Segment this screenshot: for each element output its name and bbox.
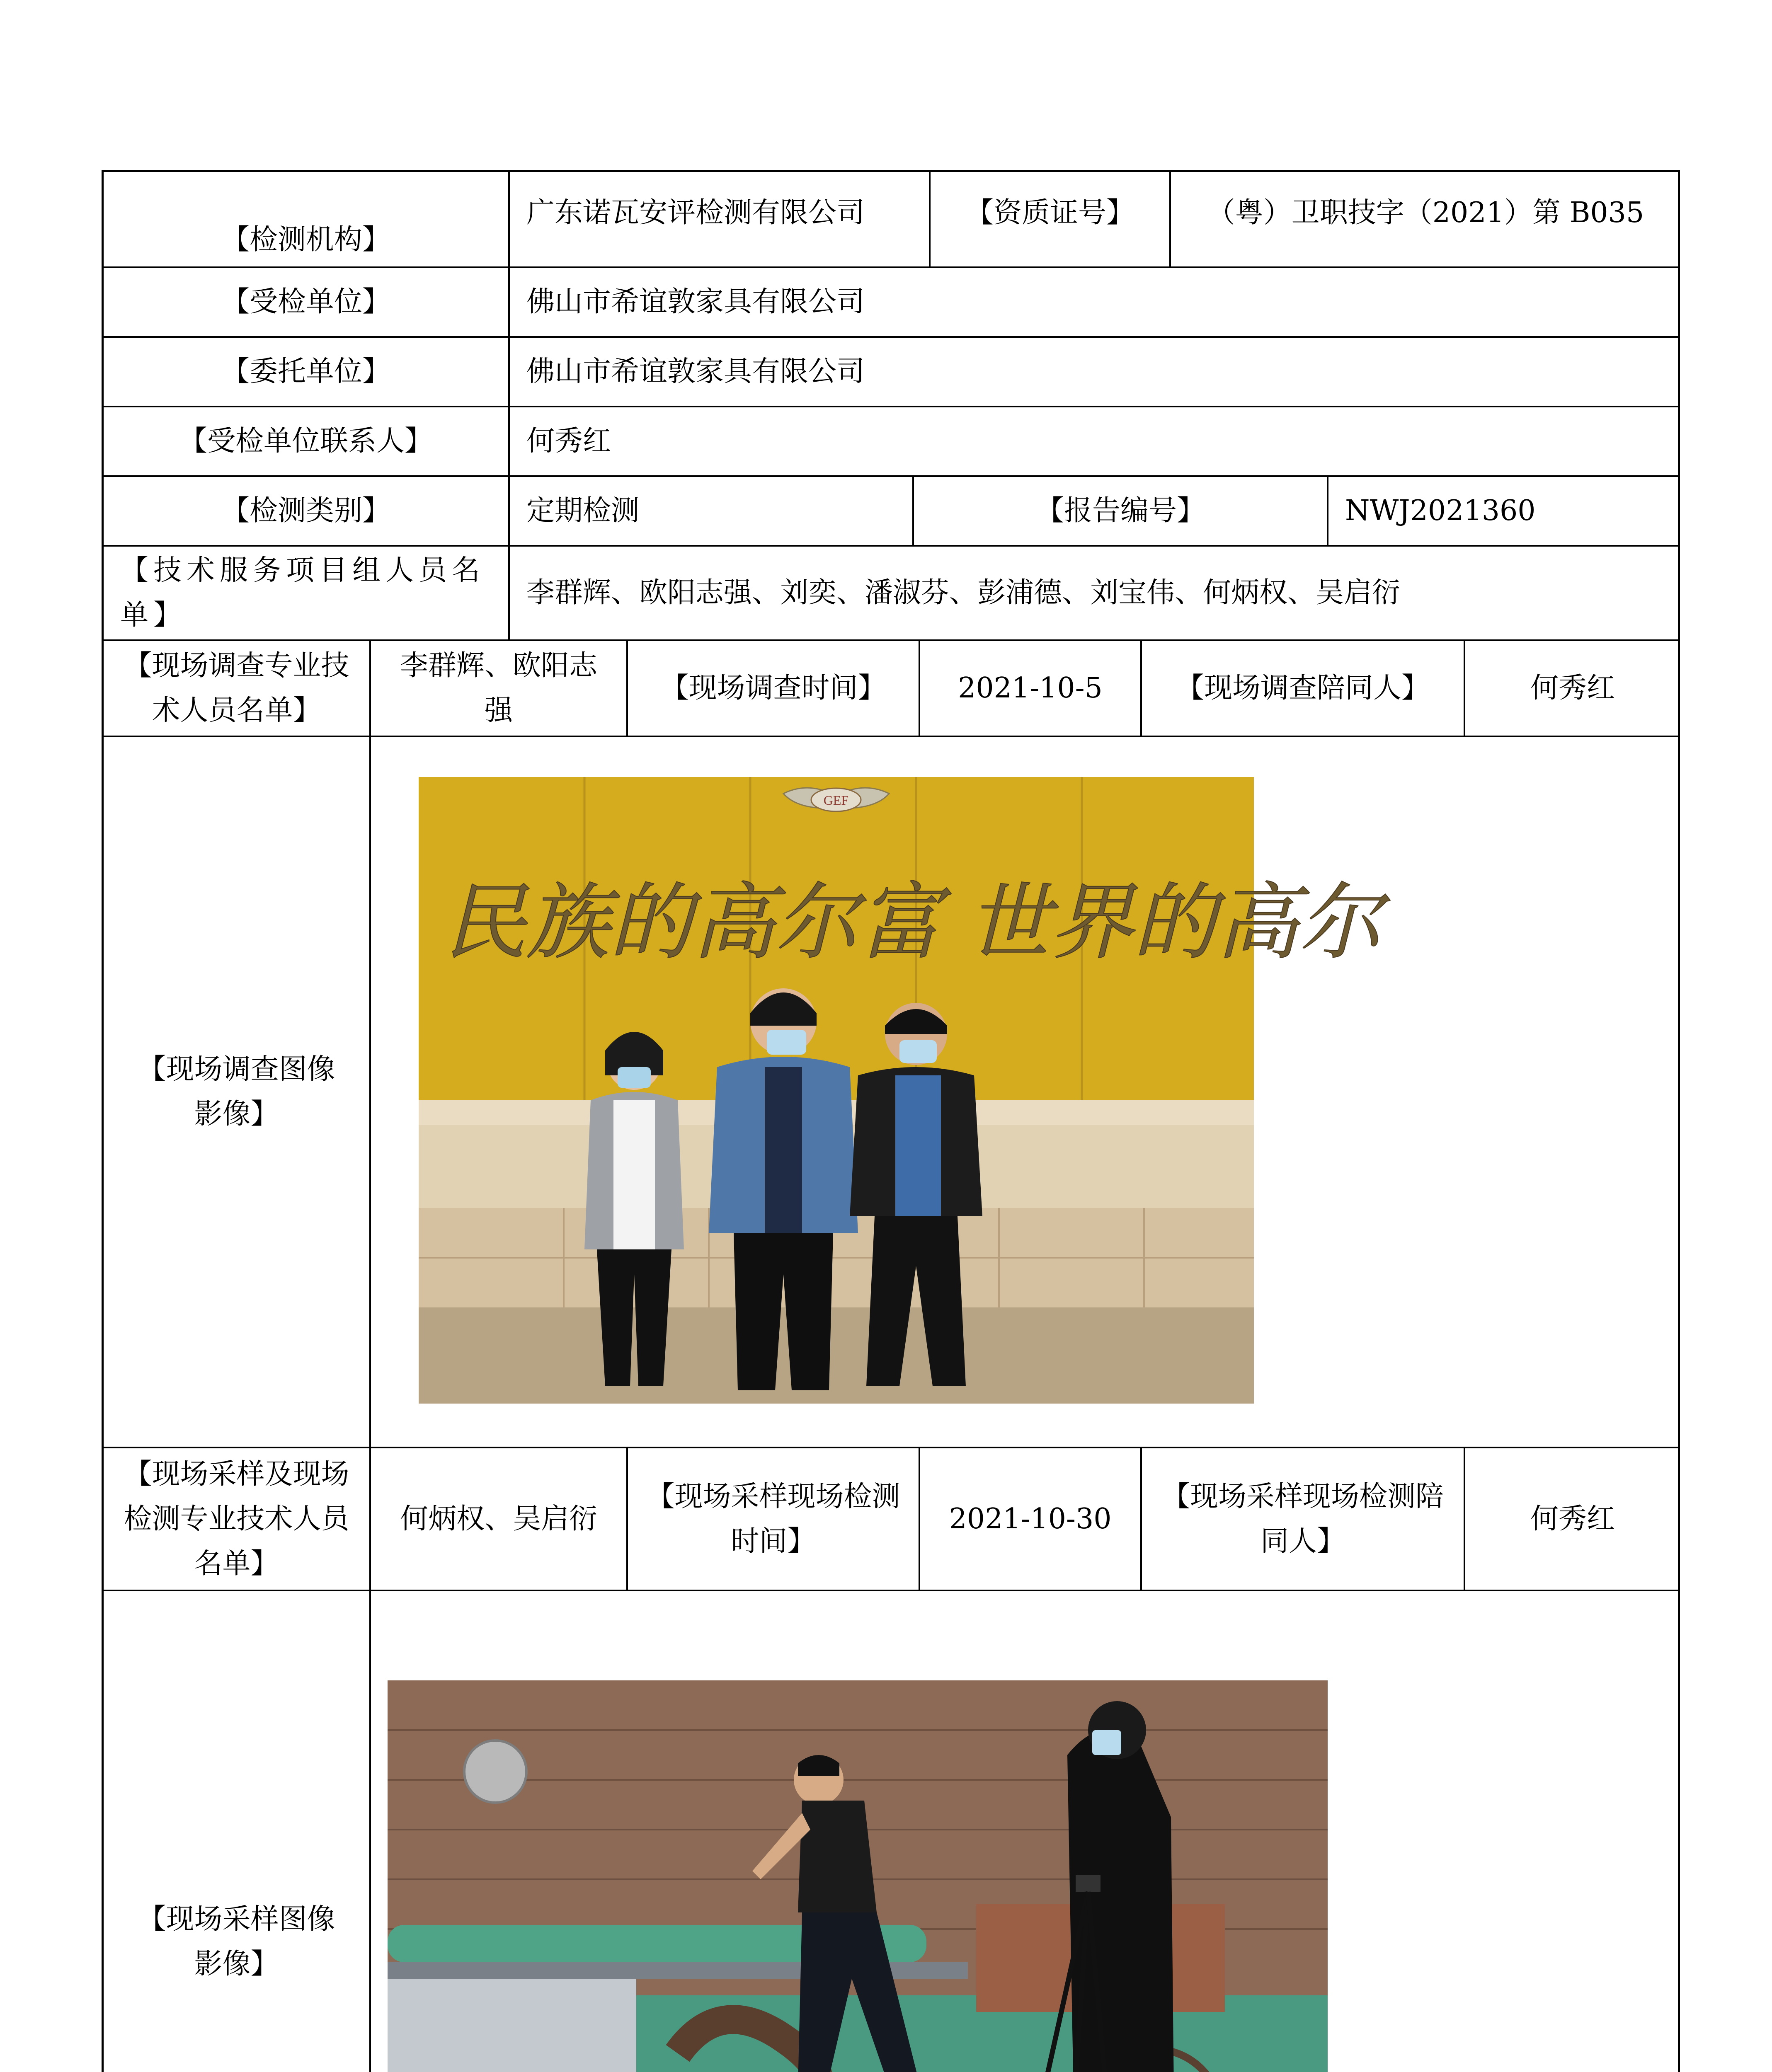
sampling-image-label	[104, 1591, 371, 2072]
saw-blade	[464, 1740, 526, 1803]
row-team	[104, 547, 1678, 641]
client-value-text: 佛山市希谊敦家具有限公司	[526, 355, 865, 388]
category-label	[104, 477, 510, 545]
contact-value	[510, 407, 1680, 475]
contact-label	[104, 407, 510, 475]
survey-companion-value	[1465, 641, 1680, 736]
row-org	[104, 172, 1678, 268]
team-label-text: 【技术服务项目组人员名单】	[120, 554, 485, 632]
cert-value	[1171, 172, 1680, 266]
floor	[419, 1307, 1254, 1404]
inspected-label	[104, 268, 510, 336]
inspected-value	[510, 268, 1680, 336]
row-contact	[104, 407, 1678, 477]
row-inspected	[104, 268, 1678, 338]
sampling-companion-label-text: 【现场采样现场检测陪同人】	[1161, 1480, 1444, 1558]
row-client	[104, 338, 1678, 407]
category-value-text: 定期检测	[526, 494, 640, 527]
sampling-time-value	[920, 1448, 1142, 1590]
row-survey	[104, 641, 1678, 737]
client-label-text: 【委托单位】	[221, 355, 390, 388]
cert-value-text: （粤）卫职技字（2021）第 B035	[1207, 196, 1644, 229]
sampling-time-label-text: 【现场采样现场检测时间】	[646, 1480, 900, 1558]
sampling-image-label-text: 【现场采样图像影像】	[138, 1903, 335, 1980]
inspected-value-text: 佛山市希谊敦家具有限公司	[526, 286, 865, 318]
sampling-photo	[388, 1680, 1328, 2072]
report-no-value	[1328, 477, 1680, 545]
row-category	[104, 477, 1678, 547]
cert-label-text: 【资质证号】	[965, 196, 1134, 229]
survey-image-cell	[371, 737, 1680, 1447]
survey-staff-value-text: 李群辉、欧阳志强	[400, 649, 597, 727]
category-value	[510, 477, 914, 545]
sampling-image-cell	[371, 1591, 1680, 2072]
org-value-text: 广东诺瓦安评检测有限公司	[526, 196, 865, 229]
survey-image-label	[104, 737, 371, 1447]
report-no-label-text: 【报告编号】	[1035, 494, 1205, 527]
sampling-time-label	[628, 1448, 920, 1590]
sampling-photo-svg	[388, 1680, 1328, 2072]
sampling-staff-label-text: 【现场采样及现场检测专业技术人员名单】	[124, 1457, 349, 1580]
sampling-staff-value	[371, 1448, 628, 1590]
logo-text: GEF	[823, 793, 849, 808]
saw-machine-body	[388, 1979, 636, 2072]
sampling-time-value-text: 2021-10-30	[949, 1502, 1112, 1535]
cert-label	[931, 172, 1171, 266]
sampling-staff-label	[104, 1448, 371, 1590]
sampling-companion-label	[1142, 1448, 1465, 1590]
org-label	[104, 172, 510, 266]
survey-photo-svg	[419, 777, 1382, 1404]
team-value-text: 李群辉、欧阳志强、刘奕、潘淑芬、彭浦德、刘宝伟、何炳权、吴启衍	[526, 576, 1401, 609]
survey-companion-label-text: 【现场调查陪同人】	[1176, 672, 1430, 704]
row-sampling	[104, 1448, 1678, 1591]
survey-time-label	[628, 641, 920, 736]
survey-time-value-text: 2021-10-5	[958, 672, 1103, 704]
row-survey-image	[104, 737, 1678, 1448]
survey-staff-label-text: 【现场调查专业技术人员名单】	[124, 649, 349, 727]
report-no-value-text: NWJ2021360	[1345, 494, 1536, 527]
client-label	[104, 338, 510, 406]
survey-photo	[419, 777, 1382, 1404]
report-no-label	[914, 477, 1328, 545]
survey-time-label-text: 【现场调查时间】	[660, 672, 886, 704]
survey-staff-label	[104, 641, 371, 736]
survey-staff-value	[371, 641, 628, 736]
inspection-info-table	[102, 170, 1680, 2072]
survey-companion-label	[1142, 641, 1465, 736]
survey-time-value	[920, 641, 1142, 736]
team-value	[510, 547, 1680, 639]
row-sampling-image	[104, 1591, 1678, 2072]
contact-value-text: 何秀红	[526, 425, 611, 457]
contact-label-text: 【受检单位联系人】	[179, 425, 433, 457]
survey-image-label-text: 【现场调查图像影像】	[138, 1053, 335, 1130]
team-label	[104, 547, 510, 639]
sampling-staff-value-text: 何炳权、吴启衍	[400, 1502, 597, 1535]
client-value	[510, 338, 1680, 406]
org-label-text: 【检测机构】	[221, 223, 390, 256]
wall-slogan: 民族的高尔富 世界的高尔	[444, 874, 1382, 971]
sampling-companion-value-text: 何秀红	[1530, 1502, 1615, 1535]
category-label-text: 【检测类别】	[221, 494, 390, 527]
inspected-label-text: 【受检单位】	[221, 286, 390, 318]
survey-companion-value-text: 何秀红	[1530, 672, 1615, 704]
org-value	[510, 172, 931, 266]
sampling-companion-value	[1465, 1448, 1680, 1590]
